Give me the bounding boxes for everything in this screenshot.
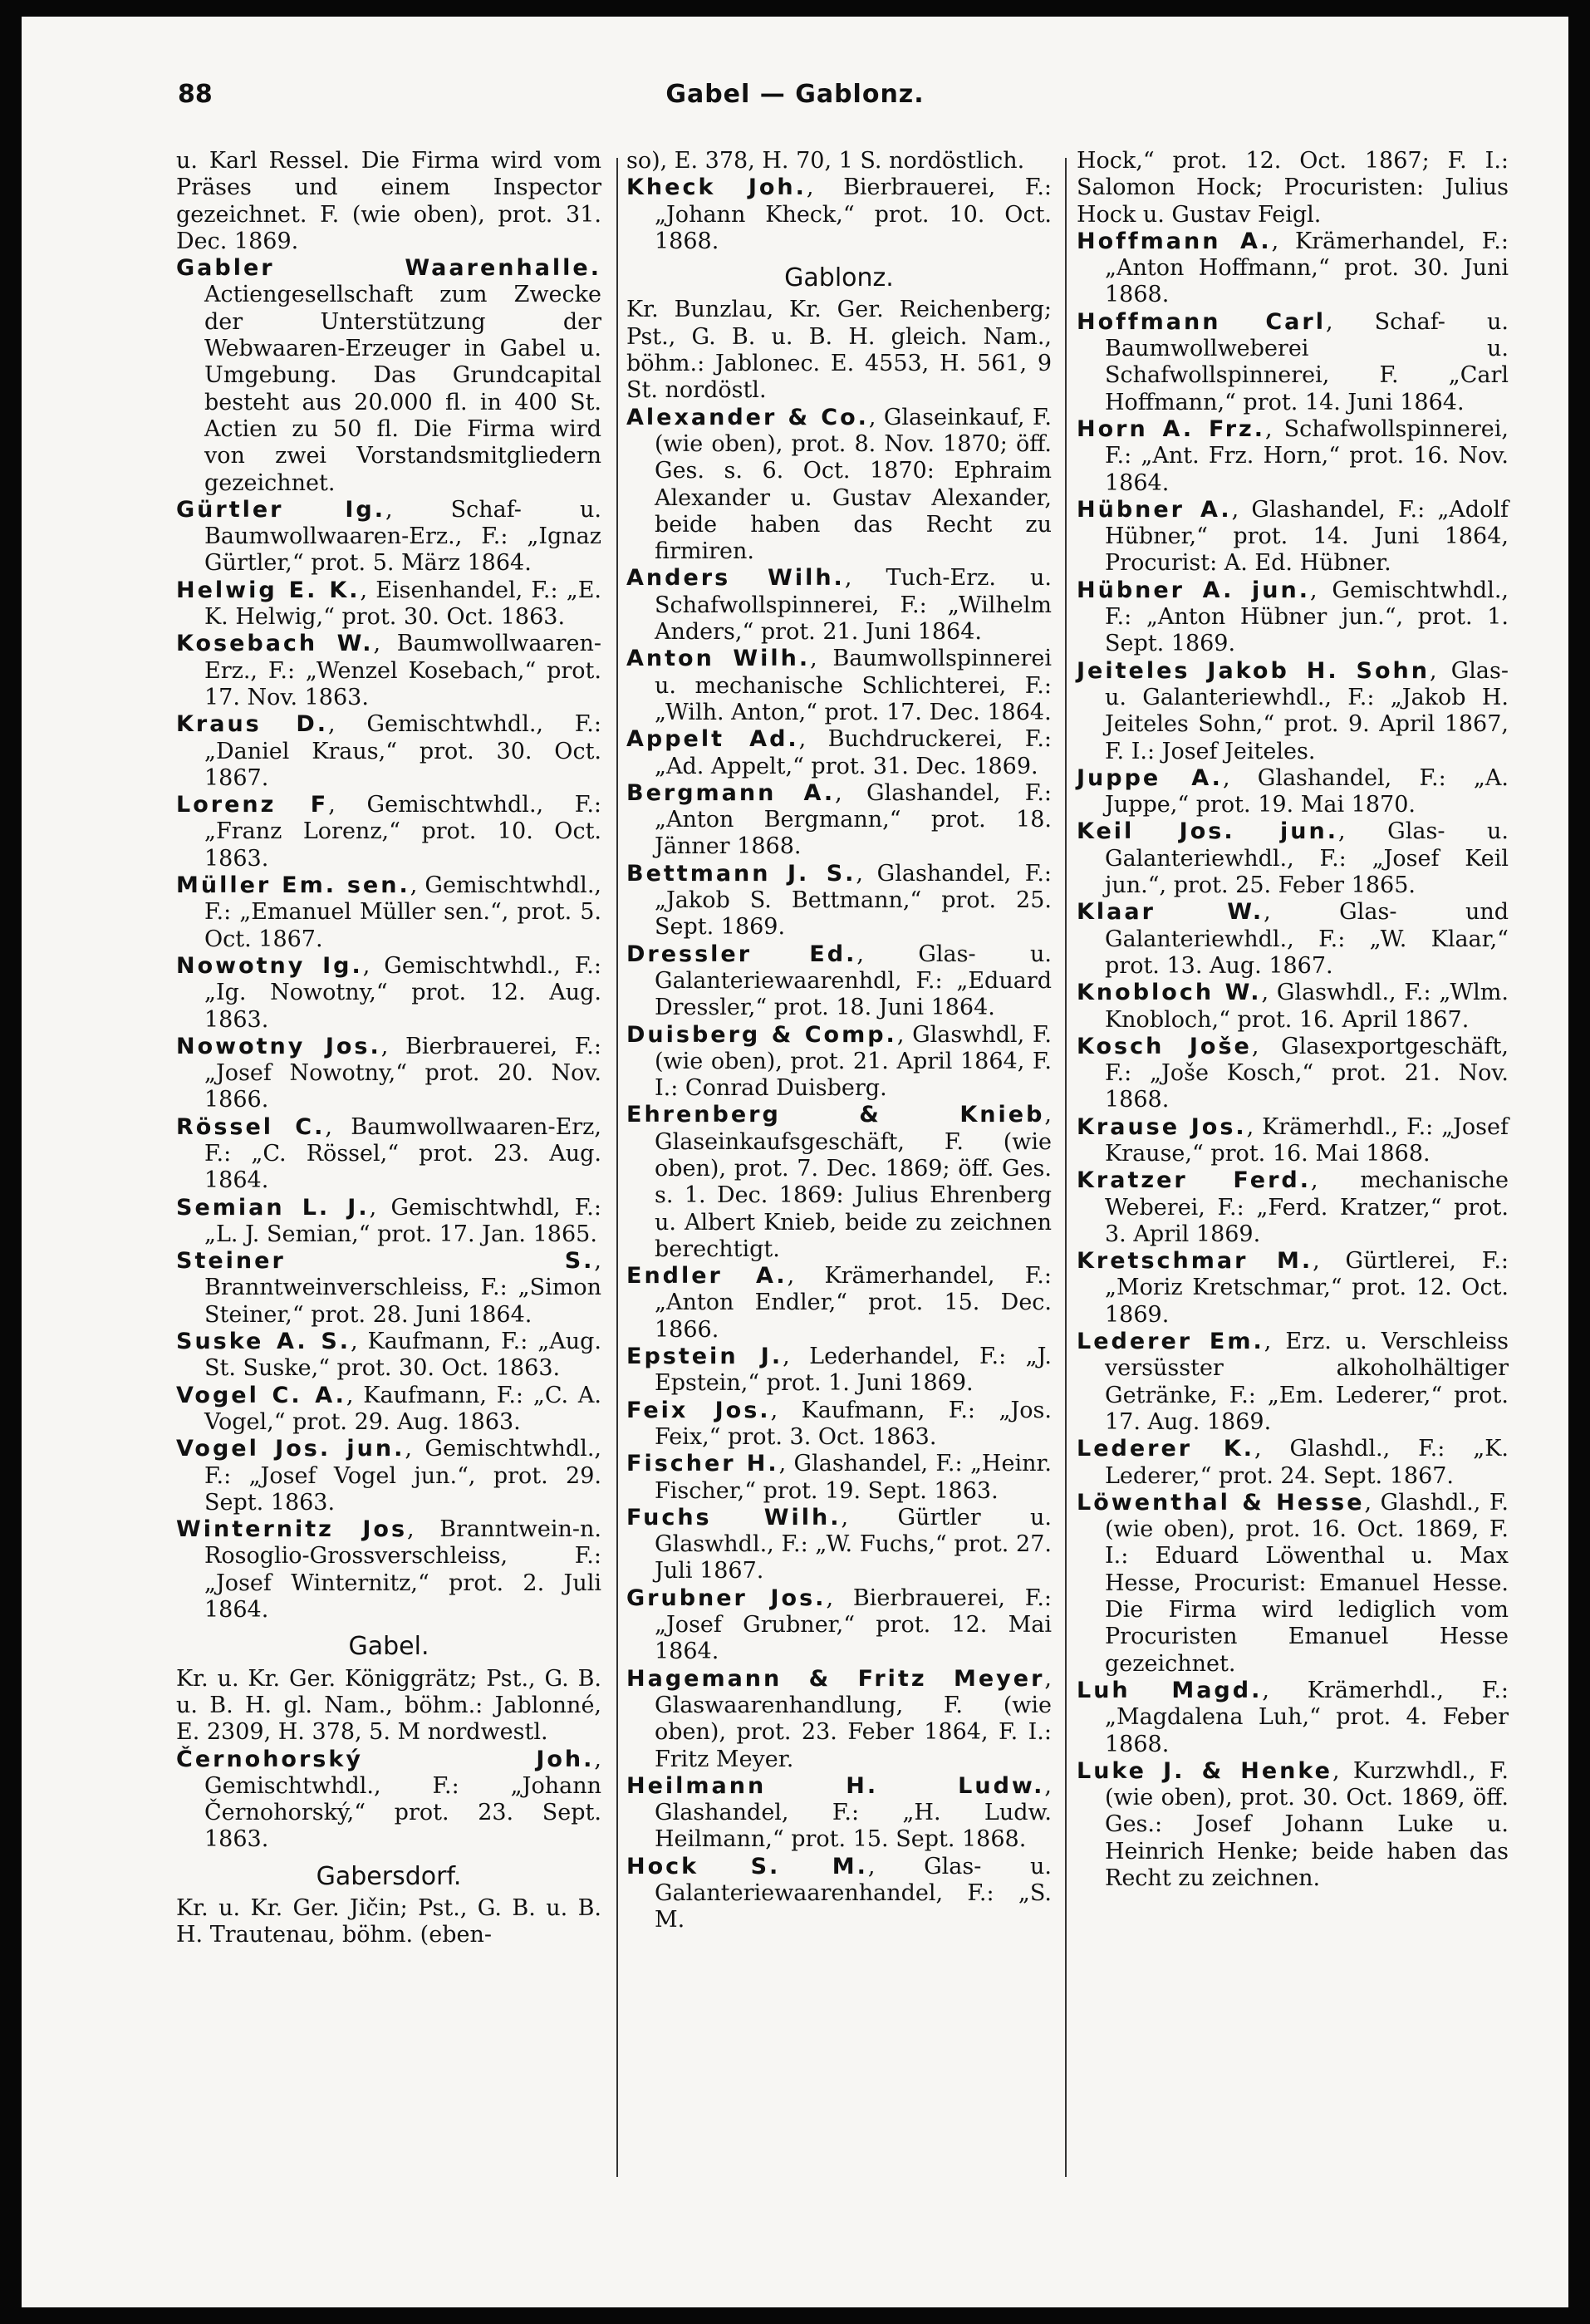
directory-entry bbox=[176, 1383, 601, 1437]
entry-name: Ehrenberg & Knieb bbox=[626, 1102, 1045, 1128]
entry-name: Duisberg & Comp. bbox=[626, 1021, 897, 1048]
directory-entry bbox=[176, 1195, 601, 1249]
entry-text: , Branntweinverschleiss, F.: „Simon Steiner,“ prot. 28. Juni 1864. bbox=[204, 1248, 601, 1328]
directory-entry bbox=[176, 792, 601, 872]
entry-name: Bergmann A. bbox=[626, 779, 836, 806]
entry-name: Löwenthal & Hesse bbox=[1077, 1489, 1365, 1516]
entry-name: Klaar W. bbox=[1077, 899, 1264, 926]
entry-name: Hübner A. jun. bbox=[1077, 577, 1310, 603]
directory-entry bbox=[1077, 1490, 1509, 1678]
entry-list bbox=[626, 405, 1052, 1934]
directory-entry bbox=[626, 1585, 1052, 1666]
entry-text: , Kaufmann, F.: „C. A. Vogel,“ prot. 29. Aug. 1863. bbox=[204, 1382, 602, 1435]
directory-entry bbox=[1077, 1436, 1509, 1490]
entry-name: Anton Wilh. bbox=[626, 646, 811, 672]
directory-entry bbox=[1077, 497, 1509, 577]
entry-text: , Lederhandel, F.: „J. Epstein,“ prot. 1. Juni 1869. bbox=[655, 1344, 1052, 1397]
entry-text: , Gemischtwhdl., F.: „Emanuel Müller sen.“, prot. 5. Oct. 1867. bbox=[204, 872, 601, 952]
directory-entry bbox=[1077, 899, 1509, 980]
entry-name: Fuchs Wilh. bbox=[626, 1504, 842, 1530]
entry-text: , Krämerhdl., F.: „Josef Krause,“ prot. 16. Mai 1868. bbox=[1105, 1113, 1509, 1167]
directory-entry bbox=[626, 1263, 1052, 1344]
place-info: Kr. Bunzlau, Kr. Ger. Reichenberg; Pst., G. B. u. B. H. gleich. Nam., böhm.: Jablonec. E. 4553, H. 561, 9 St. nordöstl. bbox=[626, 297, 1052, 404]
entry-list bbox=[176, 255, 601, 1624]
entry-text: , Branntwein-n. Rosoglio-Grossverschleiss, F.: „Josef Winternitz,“ prot. 2. Juli 1864. bbox=[204, 1516, 601, 1624]
entry-name: Semian L. J. bbox=[176, 1194, 370, 1221]
directory-entry bbox=[1077, 228, 1509, 309]
entry-text: , Glaseinkaufsgeschäft, F. (wie oben), prot. 7. Dec. 1869; öff. Ges. s. 1. Dec. 1869: Julius Ehrenberg u. Albert Knieb, beide zu zeichnen berechtigt. bbox=[655, 1102, 1052, 1262]
entry-text: , Glashandel, F.: „A. Juppe,“ prot. 19. Mai 1870. bbox=[1105, 764, 1509, 818]
column-2 bbox=[626, 148, 1052, 1934]
place-heading: Gabersdorf. bbox=[316, 1861, 462, 1891]
entry-text: , Gemischtwhdl., F.: „Ig. Nowotny,“ prot. 12. Aug. 1863. bbox=[204, 952, 601, 1033]
directory-entry bbox=[1077, 1758, 1509, 1892]
directory-entry bbox=[1077, 765, 1509, 819]
entry-name: Jeiteles Jakob H. Sohn bbox=[1077, 657, 1430, 684]
entry-list bbox=[1077, 228, 1509, 1892]
entry-text: , Glashdl., F. (wie oben), prot. 16. Oct. 1869, F. I.: Eduard Löwenthal u. Max Hesse, Procurist: Emanuel Hesse. Die Firma wird lediglich vom Procuristen Emanuel Hesse gezeichnet. bbox=[1105, 1489, 1509, 1677]
entry-name: Kraus D. bbox=[176, 711, 329, 738]
column-rule bbox=[1065, 158, 1067, 2177]
entry-text: , mechanische Weberei, F.: „Ferd. Kratzer,“ prot. 3. April 1869. bbox=[1105, 1167, 1509, 1247]
entry-text: , Bierbrauerei, F.: „Johann Kheck,“ prot. 10. Oct. 1868. bbox=[655, 174, 1053, 254]
entry-text: , Gemischtwhdl., F.: „Daniel Kraus,“ prot. 30. Oct. 1867. bbox=[204, 711, 601, 791]
entry-name: Heilmann H. Ludw. bbox=[626, 1772, 1045, 1799]
directory-entry bbox=[626, 1398, 1052, 1452]
entry-name: Vogel C. A. bbox=[176, 1382, 346, 1408]
directory-entry bbox=[1077, 309, 1509, 416]
entry-text: , Schafwollspinnerei, F.: „Ant. Frz. Horn,“ prot. 16. Nov. 1864. bbox=[1105, 415, 1509, 496]
entry-name: Anders Wilh. bbox=[626, 565, 845, 592]
directory-entry bbox=[176, 631, 601, 711]
directory-entry bbox=[176, 255, 601, 497]
entry-text: , Glashandel, F.: „Heinr. Fischer,“ prot. 19. Sept. 1863. bbox=[655, 1451, 1052, 1504]
entry-text: , Bierbrauerei, F.: „Josef Grubner,“ prot. 12. Mai 1864. bbox=[655, 1585, 1052, 1665]
entry-text: , Tuch-Erz. u. Schafwollspinnerei, F.: „Wilhelm Anders,“ prot. 21. Juni 1864. bbox=[655, 565, 1052, 646]
directory-entry bbox=[1077, 1248, 1509, 1329]
entry-text: , Gürtler u. Glaswhdl., F.: „W. Fuchs,“ prot. 27. Juli 1867. bbox=[655, 1504, 1052, 1585]
entry-name: Appelt Ad. bbox=[626, 726, 799, 753]
entry-text: , Glaswhdl, F. (wie oben), prot. 21. April 1864, F. I.: Conrad Duisberg. bbox=[655, 1021, 1052, 1102]
entry-text: , Baumwollspinnerei u. mechanische Schlichterei, F.: „Wilh. Anton,“ prot. 17. Dec. 1864. bbox=[655, 646, 1052, 725]
entry-name: Fischer H. bbox=[626, 1451, 779, 1477]
entry-text: , Gemischtwhdl., F.: „Johann Černohorský,“ prot. 23. Sept. 1863. bbox=[204, 1746, 601, 1853]
entry-name: Lorenz F bbox=[176, 792, 329, 818]
directory-entry bbox=[626, 646, 1052, 726]
directory-entry bbox=[176, 711, 601, 792]
entry-text: , Schaf- u. Baumwollweberei u. Schafwollspinnerei, F. „Carl Hoffmann,“ prot. 14. Juni 1864. bbox=[1105, 308, 1509, 415]
entry-name: Alexander & Co. bbox=[626, 404, 869, 430]
directory-entry bbox=[176, 1436, 601, 1516]
directory-entry bbox=[626, 1451, 1052, 1505]
directory-entry bbox=[176, 953, 601, 1034]
directory-entry bbox=[176, 1747, 601, 1854]
entry-name: Keil Jos. jun. bbox=[1077, 818, 1338, 845]
entry-text: , Glashandel, F.: „Adolf Hübner,“ prot. 14. Juni 1864, Procurist: A. Ed. Hübner. bbox=[1105, 496, 1509, 577]
directory-entry bbox=[176, 872, 601, 953]
entry-name: Rössel C. bbox=[176, 1113, 326, 1140]
column-1 bbox=[176, 148, 601, 1949]
entry-text: , Glashdl., F.: „K. Lederer,“ prot. 24. Sept. 1867. bbox=[1105, 1436, 1509, 1489]
directory-entry bbox=[626, 1102, 1052, 1263]
entry-name: Kratzer Ferd. bbox=[1077, 1167, 1311, 1194]
entry-name: Kosch Joše bbox=[1077, 1033, 1252, 1059]
entry-text: , Glasexportgeschäft, F.: „Joše Kosch,“ prot. 21. Nov. 1868. bbox=[1105, 1033, 1509, 1113]
directory-entry bbox=[176, 1516, 601, 1624]
entry-text: , Glaseinkauf, F. (wie oben), prot. 8. Nov. 1870; öff. Ges. s. 6. Oct. 1870: Ephraim Alexander u. Gustav Alexander, beide haben das Recht zu firmiren. bbox=[655, 404, 1052, 565]
entry-name: Lederer Em. bbox=[1077, 1329, 1264, 1355]
directory-entry bbox=[176, 1114, 601, 1195]
entry-name: Kosebach W. bbox=[176, 631, 374, 657]
entry-text: , Kaufmann, F.: „Jos. Feix,“ prot. 3. Oct. 1863. bbox=[655, 1397, 1052, 1450]
entry-list bbox=[176, 1747, 601, 1854]
directory-entry bbox=[1077, 818, 1509, 899]
continuation-text: so), E. 378, H. 70, 1 S. nordöstlich. bbox=[626, 148, 1025, 174]
entry-text: , Baumwollwaaren-Erz., F.: „Wenzel Kosebach,“ prot. 17. Nov. 1863. bbox=[204, 631, 602, 710]
entry-name: Steiner S. bbox=[176, 1248, 595, 1275]
directory-entry bbox=[1077, 658, 1509, 765]
place-heading: Gabel. bbox=[348, 1632, 429, 1662]
entry-text: , Krämerhandel, F.: „Anton Hoffmann,“ prot. 30. Juni 1868. bbox=[1105, 228, 1509, 308]
page-number: 88 bbox=[178, 80, 213, 109]
entry-name: Nowotny Jos. bbox=[176, 1033, 381, 1059]
directory-entry bbox=[626, 174, 1052, 255]
directory-entry bbox=[626, 1773, 1052, 1854]
directory-entry bbox=[626, 780, 1052, 861]
entry-text: , Glaswaarenhandlung, F. (wie oben), prot. 23. Feber 1864, F. I.: Fritz Meyer. bbox=[655, 1665, 1052, 1772]
directory-entry bbox=[626, 861, 1052, 941]
entry-name: Luke J. & Henke bbox=[1077, 1757, 1332, 1784]
directory-entry bbox=[626, 1344, 1052, 1398]
entry-name: Knobloch W. bbox=[1077, 980, 1262, 1006]
entry-name: Krause Jos. bbox=[1077, 1113, 1247, 1140]
directory-entry bbox=[176, 1329, 601, 1383]
entry-name: Winternitz Jos bbox=[176, 1516, 408, 1543]
directory-entry bbox=[176, 577, 601, 631]
directory-entry bbox=[176, 1248, 601, 1329]
entry-name: Hagemann & Fritz Meyer bbox=[626, 1665, 1045, 1692]
directory-entry bbox=[1077, 577, 1509, 658]
page bbox=[22, 17, 1568, 2307]
entry-name: Grubner Jos. bbox=[626, 1585, 827, 1611]
entry-name: Hoffmann A. bbox=[1077, 228, 1272, 254]
continuation-text: Hock,“ prot. 12. Oct. 1867; F. I.: Salomon Hock; Procuristen: Julius Hock u. Gustav Feigl. bbox=[1077, 148, 1509, 228]
entry-text: , Gemischtwhdl, F.: „L. J. Semian,“ prot. 17. Jan. 1865. bbox=[204, 1194, 601, 1247]
entry-text: , Schaf- u. Baumwollwaaren-Erz., F.: „Ignaz Gürtler,“ prot. 5. März 1864. bbox=[204, 496, 601, 577]
entry-text: , Glas- u. Galanteriewaarenhdl, F.: „Eduard Dressler,“ prot. 18. Juni 1864. bbox=[655, 941, 1052, 1021]
entry-name: Luh Magd. bbox=[1077, 1677, 1263, 1703]
entry-name: Feix Jos. bbox=[626, 1397, 771, 1423]
entry-name: Lederer K. bbox=[1077, 1436, 1255, 1462]
entry-text: , Glashandel, F.: „H. Ludw. Heilmann,“ prot. 15. Sept. 1868. bbox=[655, 1772, 1052, 1853]
directory-entry bbox=[1077, 1114, 1509, 1168]
entry-name: Endler A. bbox=[626, 1263, 788, 1290]
column-rule bbox=[616, 158, 618, 2177]
entry-text: , Kaufmann, F.: „Aug. St. Suske,“ prot. 30. Oct. 1863. bbox=[204, 1329, 601, 1382]
directory-entry bbox=[1077, 980, 1509, 1034]
place-info: Kr. u. Kr. Ger. Jičin; Pst., G. B. u. B. H. Trautenau, böhm. (eben- bbox=[176, 1895, 601, 1948]
page-header bbox=[22, 80, 1568, 121]
entry-text: , Gemischtwhdl., F.: „Franz Lorenz,“ prot. 10. Oct. 1863. bbox=[204, 792, 601, 872]
entry-name: Kretschmar M. bbox=[1077, 1248, 1313, 1275]
place-info: Kr. u. Kr. Ger. Königgrätz; Pst., G. B. u. B. H. gl. Nam., böhm.: Jablonné, E. 2309, H. 378, 5. M nordwestl. bbox=[176, 1665, 601, 1746]
entry-name: Müller Em. sen. bbox=[176, 872, 410, 899]
column-3 bbox=[1077, 148, 1509, 1892]
entry-name: Kheck Joh. bbox=[626, 174, 807, 201]
entry-text: , Glas- u. Galanteriewaarenhandel, F.: „S. M. bbox=[655, 1853, 1053, 1933]
directory-entry bbox=[1077, 1329, 1509, 1436]
entry-name: Horn A. Frz. bbox=[1077, 415, 1266, 442]
entry-name: Epstein J. bbox=[626, 1344, 783, 1370]
entry-text: , Glashandel, F.: „Anton Bergmann,“ prot. 18. Jänner 1868. bbox=[655, 779, 1053, 860]
directory-entry bbox=[626, 1666, 1052, 1773]
entry-text: , Gemischtwhdl., F.: „Josef Vogel jun.“, prot. 29. Sept. 1863. bbox=[204, 1436, 601, 1516]
entry-name: Nowotny Ig. bbox=[176, 952, 363, 979]
entry-text: , Gürtlerei, F.: „Moriz Kretschmar,“ prot. 12. Oct. 1869. bbox=[1105, 1248, 1509, 1328]
entry-name: Hoffmann Carl bbox=[1077, 308, 1326, 335]
entry-text: , Glashandel, F.: „Jakob S. Bettmann,“ prot. 25. Sept. 1869. bbox=[655, 860, 1052, 941]
directory-entry bbox=[626, 726, 1052, 780]
entry-text: , Erz. u. Verschleiss versüsster alkoholhältiger Getränke, F.: „Em. Lederer,“ prot. 17. Aug. 1869. bbox=[1105, 1329, 1509, 1435]
entry-name: Hübner A. bbox=[1077, 496, 1232, 523]
continuation-text: u. Karl Ressel. Die Firma wird vom Präses und einem Inspector gezeichnet. F. (wie oben), prot. 31. Dec. 1869. bbox=[176, 148, 601, 254]
entry-text: , Kurzwhdl., F. (wie oben), prot. 30. Oct. 1869, öff. Ges.: Josef Johann Luke u. Heinrich Henke; beide haben das Recht zu zeichnen. bbox=[1105, 1757, 1509, 1891]
entry-text: , Baumwollwaaren-Erz, F.: „C. Rössel,“ prot. 23. Aug. 1864. bbox=[204, 1113, 601, 1194]
entry-text: , Bierbrauerei, F.: „Josef Nowotny,“ prot. 20. Nov. 1866. bbox=[204, 1033, 601, 1113]
entry-name: Dressler Ed. bbox=[626, 941, 857, 967]
entry-text: , Buchdruckerei, F.: „Ad. Appelt,“ prot. 31. Dec. 1869. bbox=[655, 726, 1052, 779]
directory-entry bbox=[1077, 1034, 1509, 1114]
place-heading: Gablonz. bbox=[784, 263, 894, 293]
directory-entry bbox=[626, 565, 1052, 646]
directory-entry bbox=[1077, 1678, 1509, 1758]
entry-text: , Krämerhandel, F.: „Anton Endler,“ prot. 15. Dec. 1866. bbox=[655, 1263, 1052, 1343]
directory-entry bbox=[1077, 416, 1509, 497]
entry-text: Actiengesellschaft zum Zwecke der Unterstützung der Webwaaren-Erzeuger in Gabel u. Umgebung. Das Grundcapital besteht aus 20.000 fl. in 400 St. Actien zu 50 fl. Die Firma wird von zwei Vorstandsmitgliedern gezeichnet. bbox=[204, 282, 601, 496]
entry-text: , Eisenhandel, F.: „E. K. Helwig,“ prot. 30. Oct. 1863. bbox=[204, 577, 601, 631]
directory-entry bbox=[626, 1505, 1052, 1585]
directory-entry bbox=[626, 1854, 1052, 1934]
entry-name: Vogel Jos. jun. bbox=[176, 1436, 405, 1462]
directory-entry bbox=[176, 1034, 601, 1114]
entry-name: Gabler Waarenhalle. bbox=[176, 255, 601, 282]
entry-name: Suske A. S. bbox=[176, 1329, 351, 1355]
entry-name: Bettmann J. S. bbox=[626, 860, 856, 887]
entry-text: , Glas- und Galanteriewhdl., F.: „W. Klaar,“ prot. 13. Aug. 1867. bbox=[1105, 899, 1509, 979]
entry-text: , Glas- u. Galanteriewhdl., F.: „Jakob H. Jeiteles Sohn,“ prot. 9. April 1867, F. I.: Josef Jeiteles. bbox=[1105, 657, 1509, 764]
directory-entry bbox=[1077, 1167, 1509, 1248]
entry-name: Černohorský Joh. bbox=[176, 1746, 595, 1772]
entry-text: , Krämerhdl., F.: „Magdalena Luh,“ prot. 4. Feber 1868. bbox=[1105, 1677, 1509, 1757]
entry-name: Juppe A. bbox=[1077, 764, 1223, 791]
entry-text: , Glaswhdl., F.: „Wlm. Knobloch,“ prot. 16. April 1867. bbox=[1105, 980, 1509, 1033]
entry-text: , Gemischtwhdl., F.: „Anton Hübner jun.“, prot. 1. Sept. 1869. bbox=[1105, 577, 1509, 657]
entry-text: , Glas- u. Galanteriewhdl., F.: „Josef Keil jun.“, prot. 25. Feber 1865. bbox=[1105, 818, 1509, 899]
entry-name: Helwig E. K. bbox=[176, 577, 361, 603]
running-head: Gabel — Gablonz. bbox=[665, 80, 925, 109]
entry-name: Gürtler Ig. bbox=[176, 496, 386, 523]
directory-entry bbox=[626, 941, 1052, 1022]
entry-name: Hock S. M. bbox=[626, 1853, 868, 1879]
directory-entry bbox=[626, 1022, 1052, 1103]
entry-list bbox=[626, 174, 1052, 255]
directory-entry bbox=[176, 497, 601, 577]
directory-entry bbox=[626, 405, 1052, 566]
